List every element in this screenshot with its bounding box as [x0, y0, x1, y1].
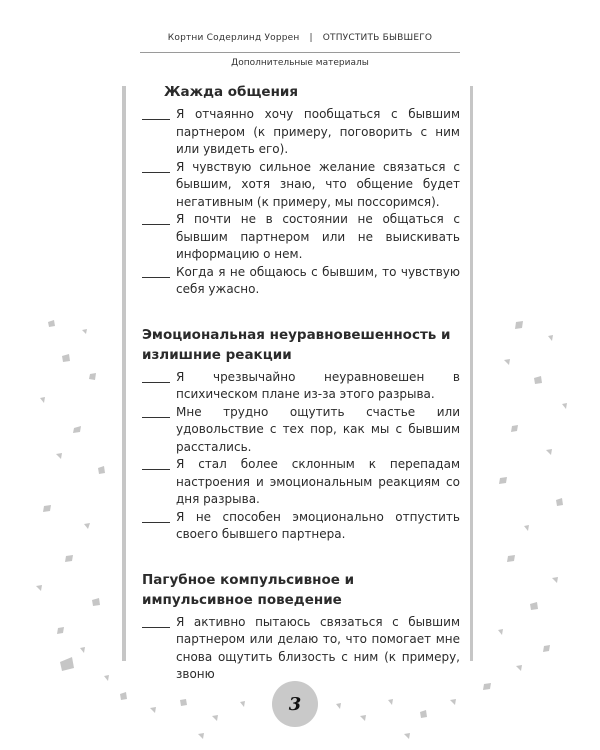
- section-subheader: Дополнительные материалы: [231, 58, 369, 68]
- confetti-piece: [56, 453, 62, 459]
- confetti-piece: [180, 699, 187, 706]
- confetti-piece: [336, 703, 341, 709]
- confetti-piece: [543, 645, 550, 652]
- confetti-piece: [98, 466, 105, 474]
- confetti-piece: [450, 699, 456, 705]
- page-number-badge: [272, 681, 318, 727]
- item-text: Мне трудно ощутить счастье или удовольствие с тех пор, как мы с бывшим расстались.: [176, 404, 460, 454]
- section-title: Пагубное компульсивное и импульсивное поведение: [142, 571, 355, 608]
- confetti-piece: [36, 585, 42, 591]
- item-text: Я отчаянно хочу пообщаться с бывшим партнером (к примеру, поговорить с ним или увидеть его).: [176, 107, 460, 156]
- confetti-piece: [504, 359, 510, 365]
- confetti-piece: [48, 320, 55, 327]
- confetti-piece: [546, 449, 552, 455]
- item-text: Я чувствую сильное желание связаться с бывшим, хотя знаю, что общение будет негативным (к примеру, мы поссоримся).: [176, 159, 460, 209]
- item-text: Я стал более склонным к перепадам настроения и эмоциональным реакциям со дня разрыва.: [176, 457, 460, 506]
- confetti-piece: [499, 477, 507, 484]
- confetti-piece: [483, 683, 491, 690]
- confetti-piece: [89, 373, 96, 380]
- confetti-piece: [65, 555, 73, 562]
- item-text: Когда я не общаюсь с бывшим, то чувствую себя ужасно.: [176, 264, 460, 296]
- confetti-piece: [360, 715, 366, 721]
- confetti-piece: [516, 665, 522, 671]
- confetti-piece: [120, 692, 127, 700]
- confetti-piece: [104, 675, 109, 681]
- header-author: Кортни Содерлинд Уоррен: [167, 33, 300, 43]
- confetti-piece: [57, 627, 64, 634]
- confetti-piece: [534, 376, 542, 384]
- confetti-piece: [562, 403, 567, 409]
- confetti-piece: [404, 733, 410, 739]
- confetti-piece: [388, 699, 393, 705]
- confetti-piece: [40, 397, 45, 403]
- confetti-piece: [80, 647, 85, 653]
- header-book-title: ОТПУСТИТЬ БЫВШЕГО: [322, 33, 433, 43]
- confetti-piece: [73, 426, 81, 433]
- confetti-piece: [515, 321, 523, 329]
- confetti-piece: [530, 602, 538, 610]
- item-text: Я не способен эмоционально отпустить своего бывшего партнера.: [176, 509, 460, 541]
- item-text: Я активно пытаюсь связаться с бывшим партнером или делаю то, что помогает мне снова ощутить близость с ним (к примеру, звоню: [176, 614, 460, 681]
- item-text: Я почти не в состоянии не общаться с бывшим партнером или не выискивать информацию о нем.: [176, 212, 460, 261]
- confetti-piece: [556, 498, 563, 506]
- confetti-piece: [82, 329, 87, 334]
- header-separator: |: [309, 33, 313, 43]
- confetti-piece: [420, 710, 427, 718]
- confetti-piece: [92, 598, 100, 606]
- section-title: Жажда общения: [164, 84, 299, 100]
- page-number: 3: [288, 693, 302, 715]
- confetti-piece: [507, 555, 515, 562]
- confetti-piece: [62, 354, 70, 362]
- confetti-piece: [240, 701, 245, 707]
- confetti-piece: [150, 707, 156, 713]
- confetti-piece: [198, 733, 204, 739]
- confetti-piece: [212, 715, 218, 721]
- confetti-piece: [84, 523, 90, 529]
- item-text: Я чрезвычайно неуравновешен в психическом плане из-за этого разрыва.: [176, 369, 460, 401]
- confetti-piece: [511, 425, 518, 432]
- confetti-piece: [524, 525, 529, 531]
- confetti-piece: [552, 577, 558, 583]
- confetti-piece: [548, 335, 553, 341]
- section-title: Эмоциональная неуравновешенность и излишние реакции: [142, 326, 451, 363]
- confetti-piece: [498, 629, 503, 635]
- confetti-piece: [60, 657, 74, 671]
- confetti-piece: [43, 505, 51, 512]
